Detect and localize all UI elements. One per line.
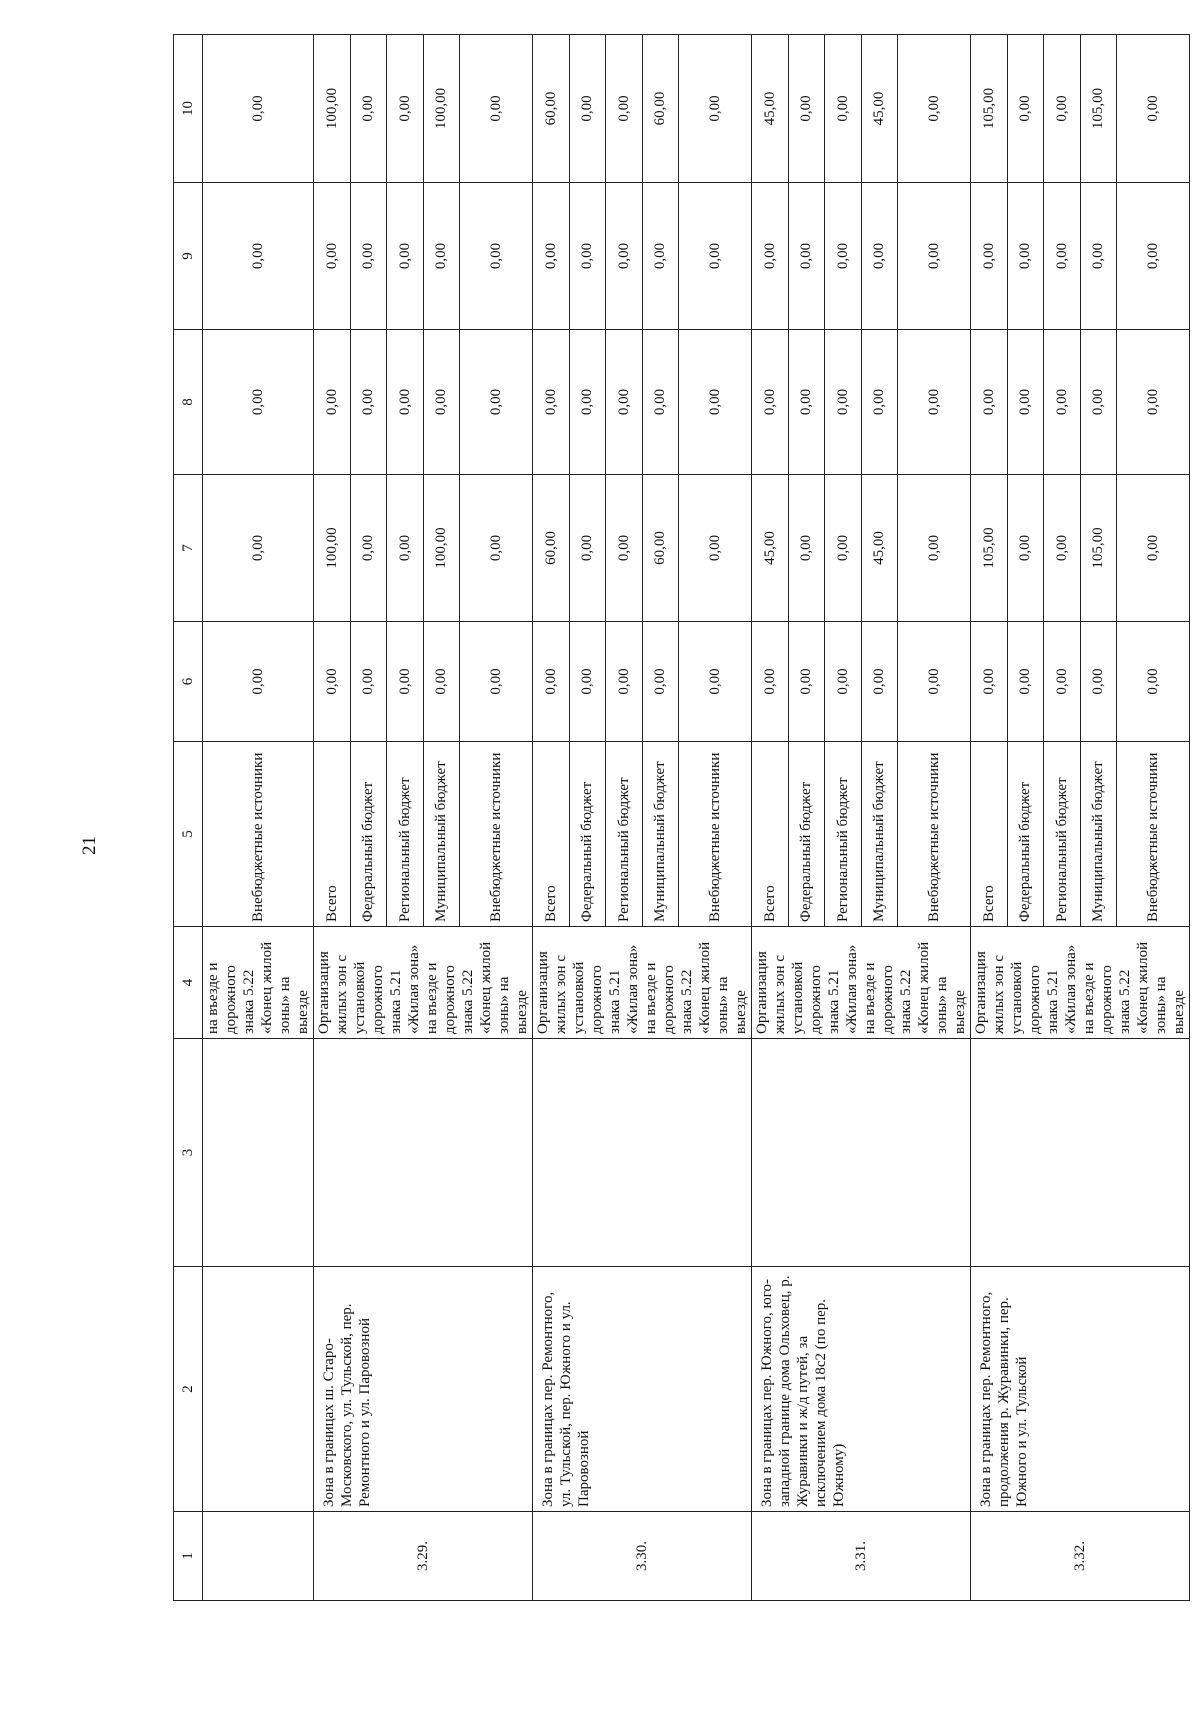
value-cell: 0,00	[788, 330, 825, 475]
value-cell: 0,00	[1044, 35, 1081, 183]
zone-cell: Зона в границах пер. Ремонтного, продолжения р. Журавинки, пер. Южного и ул. Тульской	[971, 1267, 1190, 1512]
value-cell: 0,00	[569, 330, 606, 475]
value-cell: 0,00	[1117, 622, 1190, 742]
table-row	[971, 35, 1008, 1601]
value-cell: 45,00	[752, 475, 789, 622]
value-cell: 0,00	[1044, 183, 1081, 330]
value-cell: 0,00	[569, 183, 606, 330]
source-cell: Всего	[971, 742, 1008, 927]
value-cell: 0,00	[898, 330, 971, 475]
value-cell: 0,00	[825, 35, 862, 183]
source-cell: Всего	[314, 742, 351, 927]
value-cell: 60,00	[533, 35, 570, 183]
value-cell: 0,00	[387, 183, 424, 330]
activity-cell: Организация жилых зон с установкой дорожного знака 5.21 «Жилая зона» на въезде и дорожного знака 5.22 «Конец жилой зоны» на выезде	[533, 927, 752, 1039]
value-cell: 0,00	[642, 622, 679, 742]
source-cell: Внебюджетные источники	[460, 742, 533, 927]
value-cell: 0,00	[203, 183, 314, 330]
value-cell: 0,00	[460, 330, 533, 475]
value-cell: 0,00	[423, 183, 460, 330]
value-cell: 0,00	[1117, 183, 1190, 330]
source-cell: Муниципальный бюджет	[861, 742, 898, 927]
value-cell: 0,00	[1007, 35, 1044, 183]
value-cell: 0,00	[1117, 35, 1190, 183]
value-cell: 100,00	[423, 475, 460, 622]
value-cell: 60,00	[642, 35, 679, 183]
value-cell: 0,00	[606, 35, 643, 183]
zone-cell: Зона в границах пер. Южного, юго-западной границе дома Ольховец, р. Журавинки и ж/д путей, за исключением дома 18с2 (по пер. Южному)	[752, 1267, 971, 1512]
activity-cell: Организация жилых зон с установкой дорожного знака 5.21 «Жилая зона» на въезде и дорожного знака 5.22 «Конец жилой зоны» на выезде	[314, 927, 533, 1039]
value-cell: 0,00	[861, 183, 898, 330]
empty-cell	[314, 1039, 533, 1267]
value-cell: 0,00	[460, 622, 533, 742]
zone-cell: Зона в границах пер. Ремонтного, ул. Тульской, пер. Южного и ул. Паровозной	[533, 1267, 752, 1512]
value-cell: 0,00	[460, 183, 533, 330]
column-number-row	[174, 35, 203, 1601]
value-cell: 0,00	[460, 475, 533, 622]
value-cell: 0,00	[861, 330, 898, 475]
source-cell: Региональный бюджет	[387, 742, 424, 927]
value-cell: 0,00	[387, 330, 424, 475]
activity-cell: Организация жилых зон с установкой дорожного знака 5.21 «Жилая зона» на въезде и дорожного знака 5.22 «Конец жилой зоны» на выезде	[971, 927, 1190, 1039]
source-cell: Муниципальный бюджет	[642, 742, 679, 927]
empty-cell	[203, 1039, 314, 1267]
section-number-cell: 3.32.	[971, 1512, 1190, 1601]
source-cell: Федеральный бюджет	[1007, 742, 1044, 927]
value-cell: 0,00	[825, 475, 862, 622]
col-header: 2	[174, 1267, 203, 1512]
col-header: 7	[174, 475, 203, 622]
value-cell: 0,00	[752, 622, 789, 742]
col-header: 9	[174, 183, 203, 330]
value-cell: 0,00	[1007, 330, 1044, 475]
value-cell: 0,00	[642, 330, 679, 475]
value-cell: 0,00	[825, 183, 862, 330]
value-cell: 0,00	[387, 475, 424, 622]
value-cell: 0,00	[533, 183, 570, 330]
source-cell: Региональный бюджет	[606, 742, 643, 927]
value-cell: 0,00	[971, 330, 1008, 475]
value-cell: 0,00	[861, 622, 898, 742]
section-number-cell: 3.30.	[533, 1512, 752, 1601]
table-row	[752, 35, 789, 1601]
value-cell: 0,00	[1007, 183, 1044, 330]
value-cell: 0,00	[569, 35, 606, 183]
value-cell: 0,00	[569, 622, 606, 742]
value-cell: 0,00	[898, 622, 971, 742]
source-cell: Внебюджетные источники	[679, 742, 752, 927]
value-cell: 0,00	[203, 35, 314, 183]
value-cell: 0,00	[898, 35, 971, 183]
source-cell: Внебюджетные источники	[203, 742, 314, 927]
value-cell: 60,00	[642, 475, 679, 622]
value-cell: 60,00	[533, 475, 570, 622]
value-cell: 0,00	[314, 330, 351, 475]
value-cell: 0,00	[825, 622, 862, 742]
value-cell: 0,00	[606, 330, 643, 475]
table-row	[533, 35, 570, 1601]
value-cell: 0,00	[533, 330, 570, 475]
value-cell: 0,00	[606, 183, 643, 330]
value-cell: 0,00	[1080, 183, 1117, 330]
value-cell: 0,00	[752, 330, 789, 475]
value-cell: 0,00	[203, 622, 314, 742]
value-cell: 0,00	[788, 475, 825, 622]
value-cell: 0,00	[1080, 622, 1117, 742]
value-cell: 105,00	[1080, 475, 1117, 622]
value-cell: 0,00	[1007, 475, 1044, 622]
value-cell: 0,00	[350, 475, 387, 622]
activity-cell: на въезде и дорожного знака 5.22 «Конец жилой зоны» на выезде	[203, 927, 314, 1039]
value-cell: 0,00	[350, 183, 387, 330]
zone-cell: Зона в границах ш. Старо-Московского, ул. Тульской, пер. Ремонтного и ул. Паровозной	[314, 1267, 533, 1512]
value-cell: 0,00	[1007, 622, 1044, 742]
source-cell: Всего	[533, 742, 570, 927]
value-cell: 0,00	[679, 475, 752, 622]
value-cell: 0,00	[788, 183, 825, 330]
budget-table	[173, 34, 1190, 1601]
value-cell: 0,00	[679, 183, 752, 330]
continuation-row	[203, 35, 314, 1601]
value-cell: 105,00	[1080, 35, 1117, 183]
section-number-cell: 3.29.	[314, 1512, 533, 1601]
value-cell: 0,00	[387, 35, 424, 183]
value-cell: 0,00	[1044, 622, 1081, 742]
source-cell: Внебюджетные источники	[1117, 742, 1190, 927]
value-cell: 0,00	[350, 35, 387, 183]
empty-cell	[971, 1039, 1190, 1267]
value-cell: 45,00	[752, 35, 789, 183]
value-cell: 0,00	[314, 622, 351, 742]
source-cell: Всего	[752, 742, 789, 927]
value-cell: 0,00	[898, 183, 971, 330]
empty-cell	[203, 1512, 314, 1601]
value-cell: 0,00	[203, 330, 314, 475]
col-header: 6	[174, 622, 203, 742]
value-cell: 0,00	[606, 622, 643, 742]
value-cell: 45,00	[861, 35, 898, 183]
source-cell: Региональный бюджет	[1044, 742, 1081, 927]
value-cell: 0,00	[314, 183, 351, 330]
rotated-table-container	[173, 35, 1187, 1601]
empty-cell	[533, 1039, 752, 1267]
col-header: 1	[174, 1512, 203, 1601]
value-cell: 0,00	[971, 622, 1008, 742]
source-cell: Федеральный бюджет	[788, 742, 825, 927]
value-cell: 105,00	[971, 475, 1008, 622]
value-cell: 0,00	[898, 475, 971, 622]
value-cell: 0,00	[1044, 475, 1081, 622]
value-cell: 0,00	[423, 330, 460, 475]
source-cell: Муниципальный бюджет	[1080, 742, 1117, 927]
value-cell: 0,00	[1117, 330, 1190, 475]
activity-cell: Организация жилых зон с установкой дорожного знака 5.21 «Жилая зона» на въезде и дорожного знака 5.22 «Конец жилой зоны» на выезде	[752, 927, 971, 1039]
col-header: 10	[174, 35, 203, 183]
value-cell: 105,00	[971, 35, 1008, 183]
value-cell: 0,00	[423, 622, 460, 742]
value-cell: 0,00	[679, 35, 752, 183]
value-cell: 0,00	[533, 622, 570, 742]
value-cell: 0,00	[350, 622, 387, 742]
col-header: 8	[174, 330, 203, 475]
col-header: 4	[174, 927, 203, 1039]
value-cell: 0,00	[460, 35, 533, 183]
source-cell: Внебюджетные источники	[898, 742, 971, 927]
source-cell: Федеральный бюджет	[569, 742, 606, 927]
value-cell: 45,00	[861, 475, 898, 622]
page-number: 21	[79, 836, 100, 855]
value-cell: 100,00	[314, 475, 351, 622]
table-row	[314, 35, 351, 1601]
value-cell: 0,00	[642, 183, 679, 330]
col-header: 5	[174, 742, 203, 927]
value-cell: 0,00	[679, 330, 752, 475]
value-cell: 0,00	[825, 330, 862, 475]
source-cell: Муниципальный бюджет	[423, 742, 460, 927]
value-cell: 0,00	[788, 622, 825, 742]
value-cell: 0,00	[387, 622, 424, 742]
source-cell: Федеральный бюджет	[350, 742, 387, 927]
value-cell: 0,00	[1117, 475, 1190, 622]
value-cell: 0,00	[971, 183, 1008, 330]
empty-cell	[752, 1039, 971, 1267]
value-cell: 0,00	[788, 35, 825, 183]
section-number-cell: 3.31.	[752, 1512, 971, 1601]
empty-cell	[203, 1267, 314, 1512]
value-cell: 100,00	[423, 35, 460, 183]
value-cell: 100,00	[314, 35, 351, 183]
value-cell: 0,00	[1080, 330, 1117, 475]
value-cell: 0,00	[679, 622, 752, 742]
col-header: 3	[174, 1039, 203, 1267]
source-cell: Региональный бюджет	[825, 742, 862, 927]
value-cell: 0,00	[1044, 330, 1081, 475]
value-cell: 0,00	[752, 183, 789, 330]
value-cell: 0,00	[350, 330, 387, 475]
value-cell: 0,00	[203, 475, 314, 622]
value-cell: 0,00	[606, 475, 643, 622]
value-cell: 0,00	[569, 475, 606, 622]
